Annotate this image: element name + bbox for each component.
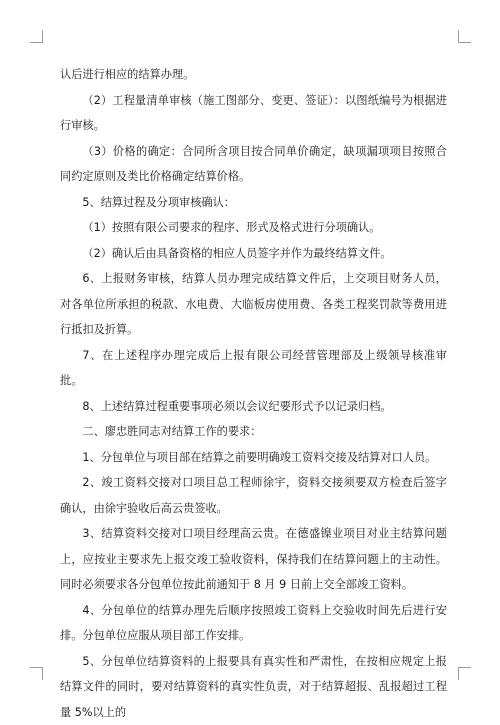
paragraph-continuation: 认后进行相应的结算办理。 (60, 62, 447, 88)
paragraph-requirement-4: 4、分包单位的结算办理先后顺序按照竣工资料上交验收时间先后进行安排。分包单位应服从项目部工作安排。 (60, 598, 447, 649)
paragraph-requirement-5: 5、分包单位结算资料的上报要具有真实性和严肃性，在按相应规定上报结算文件的同时，要对结算资料的真实性负责，对于结算超报、乱报超过工程量 5%以上的 (60, 649, 447, 725)
paragraph-part-2-heading: 二、廖忠胜同志对结算工作的要求： (60, 419, 447, 445)
document-body (60, 62, 447, 725)
paragraph-section-5-item-2: （2）确认后由具备资格的相应人员签字并作为最终结算文件。 (60, 241, 447, 267)
paragraph-section-5-heading: 5、结算过程及分项审核确认： (60, 190, 447, 216)
paragraph-requirement-1: 1、分包单位与项目部在结算之前要明确竣工资料交接及结算对口人员。 (60, 445, 447, 471)
crop-mark-top-right (458, 30, 471, 43)
paragraph-item-2-quantity-review: （2）工程量清单审核（施工图部分、变更、签证）：以图纸编号为根据进行审核。 (60, 88, 447, 139)
paragraph-item-3-price-determination: （3）价格的确定：合同所含项目按合同单价确定，缺项漏项项目按照合同约定原则及类比价格确定结算价格。 (60, 139, 447, 190)
paragraph-requirement-2: 2、竣工资料交接对口项目总工程师徐宇，资料交接须要双方检查后签字确认，由徐宇验收后高云贵签收。 (60, 470, 447, 521)
paragraph-section-6-finance-review: 6、上报财务审核，结算人员办理完成结算文件后，上交项目财务人员，对各单位所承担的税款、水电费、大临板房使用费、各类工程奖罚款等费用进行抵扣及折算。 (60, 266, 447, 343)
crop-mark-top-left (30, 30, 43, 43)
paragraph-section-7-approval: 7、在上述程序办理完成后上报有限公司经营管理部及上级领导核准审批。 (60, 343, 447, 394)
paragraph-section-8-archiving: 8、上述结算过程重要事项必须以会议纪要形式予以记录归档。 (60, 394, 447, 420)
paragraph-section-5-item-1: （1）按照有限公司要求的程序、形式及格式进行分项确认。 (60, 215, 447, 241)
crop-mark-bottom-left (30, 667, 43, 680)
paragraph-requirement-3: 3、结算资料交接对口项目经理高云贵。在德盛镍业项目对业主结算问题上，应按业主要求先上报交竣工验收资料，保持我们在结算问题上的主动性。同时必须要求各分包单位按此前通知于 8 月 9 日前上交全部竣工资料。 (60, 521, 447, 598)
crop-mark-bottom-right (458, 667, 471, 680)
